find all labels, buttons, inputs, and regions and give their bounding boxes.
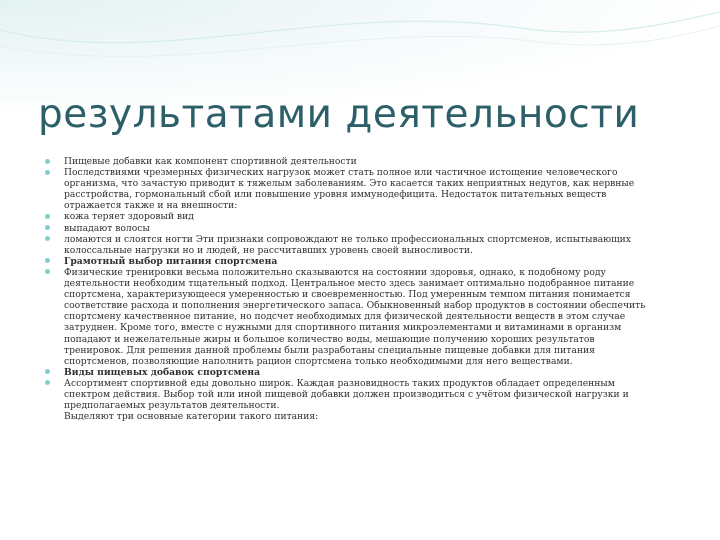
bullet-item xyxy=(44,167,656,211)
bullet-item-heading xyxy=(44,256,656,267)
bullet-marker-icon xyxy=(45,269,50,274)
slide-title: результатами деятельности xyxy=(38,92,640,137)
bullet-marker-icon xyxy=(45,214,50,219)
bullet-item xyxy=(44,267,656,367)
bullet-text: Пищевые добавки как компонент спортивной деятельности xyxy=(64,156,357,167)
bullet-text: кожа теряет здоровый вид xyxy=(64,211,194,223)
bullet-marker-icon xyxy=(45,369,50,374)
bullet-heading-text: Виды пищевых добавок спортсмена xyxy=(64,366,261,378)
bullet-text: Последствиями чрезмерных физических нагрузок может стать полное или частичное истощение человеческого организма, что зачастую приводит к тяжелым заболеваниям. Это касается таких неприятных недугов, как нервные расстройства, гормональный сбой или повышение уровня иммунодефицита. Недостаток питательных веществ отражается также и на внешности: xyxy=(64,167,635,212)
bullet-item xyxy=(44,156,656,167)
bullet-marker-icon xyxy=(45,258,50,263)
bullet-item xyxy=(44,378,656,422)
bullet-text: выпадают волосы xyxy=(64,222,150,234)
bullet-heading-text: Грамотный выбор питания спортсмена xyxy=(64,255,278,267)
bullet-marker-icon xyxy=(45,170,50,175)
bullet-marker-icon xyxy=(45,236,50,241)
bullet-text: Ассортимент спортивной еды довольно широк. Каждая разновидность таких продуктов обладает определенным спектром действия. Выбор той или иной пищевой добавки должен производиться с учётом физической нагрузки и предполагаемых результатов деятельности. xyxy=(64,377,629,412)
closing-line: Выделяют три основные категории такого питания: xyxy=(64,411,319,423)
bullet-marker-icon xyxy=(45,159,50,164)
bullet-marker-icon xyxy=(45,380,50,385)
decorative-wave xyxy=(0,0,720,80)
bullet-item-heading xyxy=(44,367,656,378)
bullet-item xyxy=(44,211,656,222)
bullet-marker-icon xyxy=(45,225,50,230)
bullet-text: Физические тренировки весьма положительно сказываются на состоянии здоровья, однако, к подобному роду деятельности необходим тщательный подход. Центральное место здесь занимает оптимально подобранное питание спортсмена, характеризующееся умеренностью и своевременностью. Под умеренным темпом питания понимается соответствие расхода и пополнения энергетического запаса. Обыкновенный набор продуктов в состоянии обеспечить спортсмену качественное питание, но подсчет необходимых для физической деятельности веществ в этом случае затруднен. Кроме того, вместе с нужными для спортивного питания микроэлементами и витаминами в организм попадают и нежелательные жиры и большое количество воды, мешающие получению хороших результатов тренировок. Для решения данной проблемы были разработаны специальные пищевые добавки для питания спортсменов, позволяющие наполнить рацион спортсмена только необходимыми для него веществами. xyxy=(64,266,646,367)
bullet-list xyxy=(44,156,656,422)
bullet-item xyxy=(44,223,656,234)
bullet-text: ломаются и слоятся ногти Эти признаки сопровождают не только профессиональных спортсменов, испытывающих колоссальные нагрузки но и людей, не рассчитавших уровень своей выносливости. xyxy=(64,233,631,256)
bullet-item xyxy=(44,234,656,256)
